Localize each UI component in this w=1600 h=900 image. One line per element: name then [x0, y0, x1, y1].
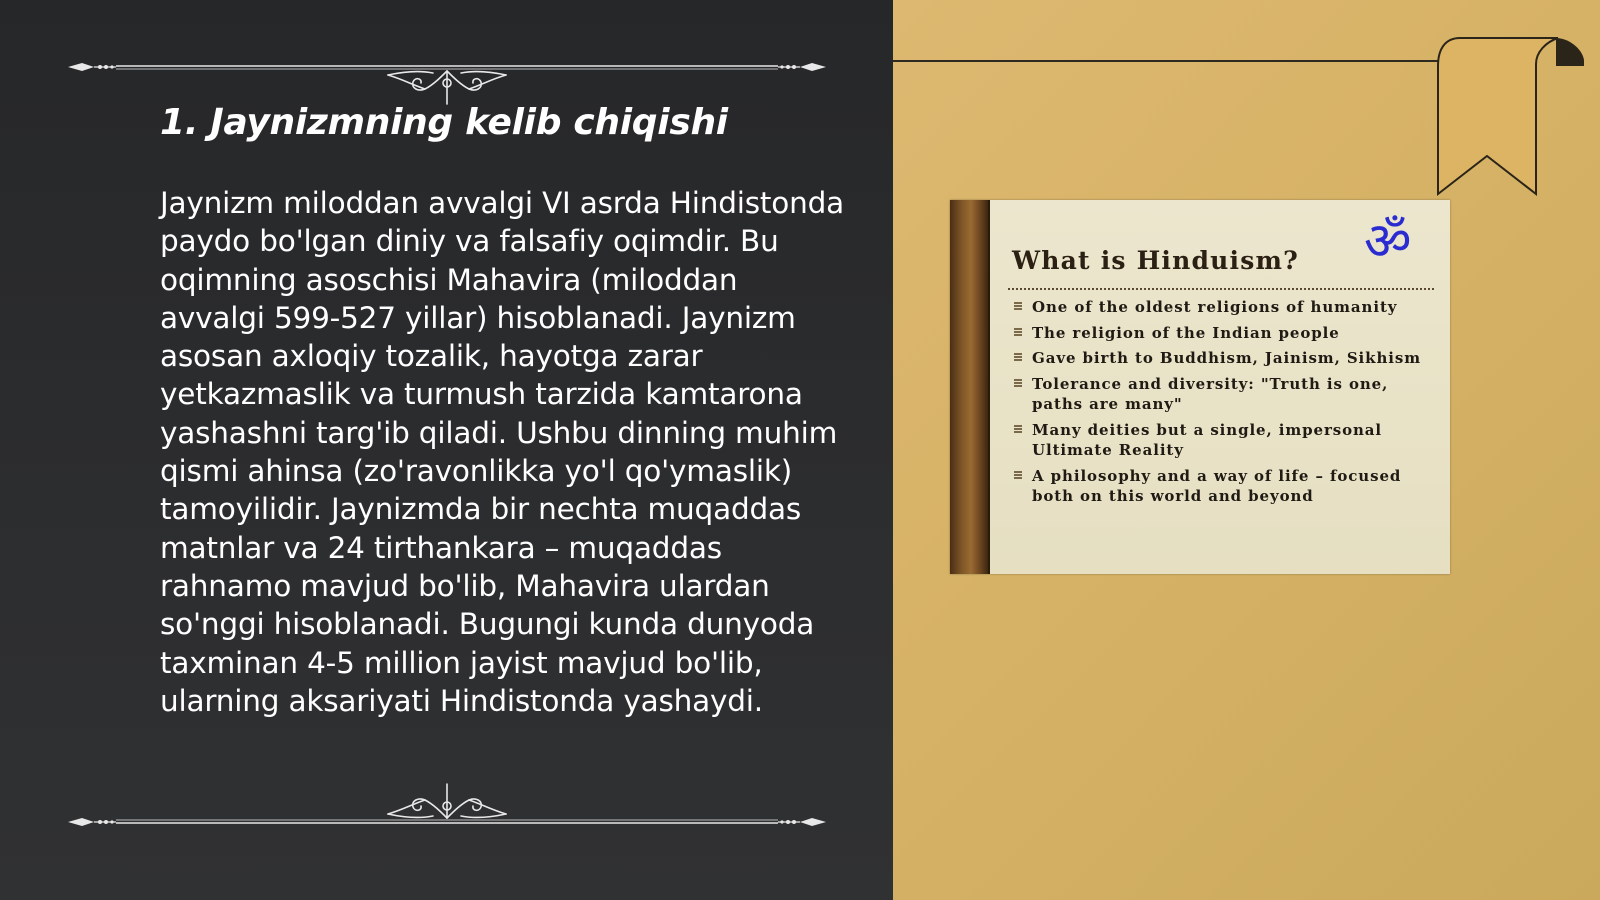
list-item-text: The religion of the Indian people	[1032, 323, 1340, 342]
book-spine	[950, 200, 988, 574]
slide-bullet-list	[1014, 297, 1434, 512]
om-symbol-icon: ॐ	[1364, 212, 1412, 272]
hinduism-slide-image	[950, 200, 1450, 574]
list-item-text: One of the oldest religions of humanity	[1032, 298, 1398, 316]
list-item	[1014, 374, 1434, 415]
list-bullet-icon	[1014, 328, 1022, 336]
slide-image-title: What is Hinduism?	[1012, 246, 1300, 275]
list-item-text: Gave birth to Buddhism, Jainism, Sikhism	[1032, 349, 1421, 367]
slide-paper	[990, 200, 1450, 574]
top-ornament-divider	[68, 42, 826, 92]
list-bullet-icon	[1014, 471, 1022, 479]
list-item-text: A philosophy and a way of life – focused both on this world and beyond	[1032, 466, 1402, 505]
list-item-text: Tolerance and diversity: "Truth is one, paths are many"	[1032, 374, 1389, 413]
bottom-ornament-divider	[68, 780, 826, 830]
list-item-text: Many deities but a single, impersonal Ultimate Reality	[1032, 420, 1383, 459]
list-bullet-icon	[1014, 302, 1022, 310]
list-bullet-icon	[1014, 379, 1022, 387]
list-item	[1014, 323, 1434, 344]
list-item	[1014, 348, 1434, 369]
body-paragraph: Jaynizm miloddan avvalgi VI asrda Hindistonda paydo bo'lgan diniy va falsafiy oqimdir. Bu oqimning asoschisi Mahavira (miloddan avvalgi 599-527 yillar) hisoblanadi. Jaynizm asosan axloqiy tozalik, hayotga zarar yetkazmaslik va turmush tarzida kamtarona yashashni targ'ib qiladi. Ushbu dinning muhim qismi ahinsa (zo'ravonlikka yo'l qo'ymaslik) tamoyilidir. Jaynizmda bir nechta muqaddas matnlar va 24 tirthankara – muqaddas rahnamo mavjud bo'lib, Mahavira ulardan so'nggi hisoblanadi. Bugungi kunda dunyoda taxminan 4-5 million jayist mavjud bo'lib, ularning aksariyati Hindistonda yashaydi.	[160, 186, 845, 718]
list-bullet-icon	[1014, 425, 1022, 433]
list-bullet-icon	[1014, 353, 1022, 361]
list-item	[1014, 297, 1434, 318]
bookmark-ribbon-icon	[1436, 34, 1586, 204]
page-title: 1. Jaynizmning kelib chiqishi	[160, 102, 728, 143]
dotted-rule	[1008, 288, 1434, 290]
list-item	[1014, 466, 1434, 507]
list-item	[1014, 420, 1434, 461]
header-rule	[893, 60, 1438, 62]
